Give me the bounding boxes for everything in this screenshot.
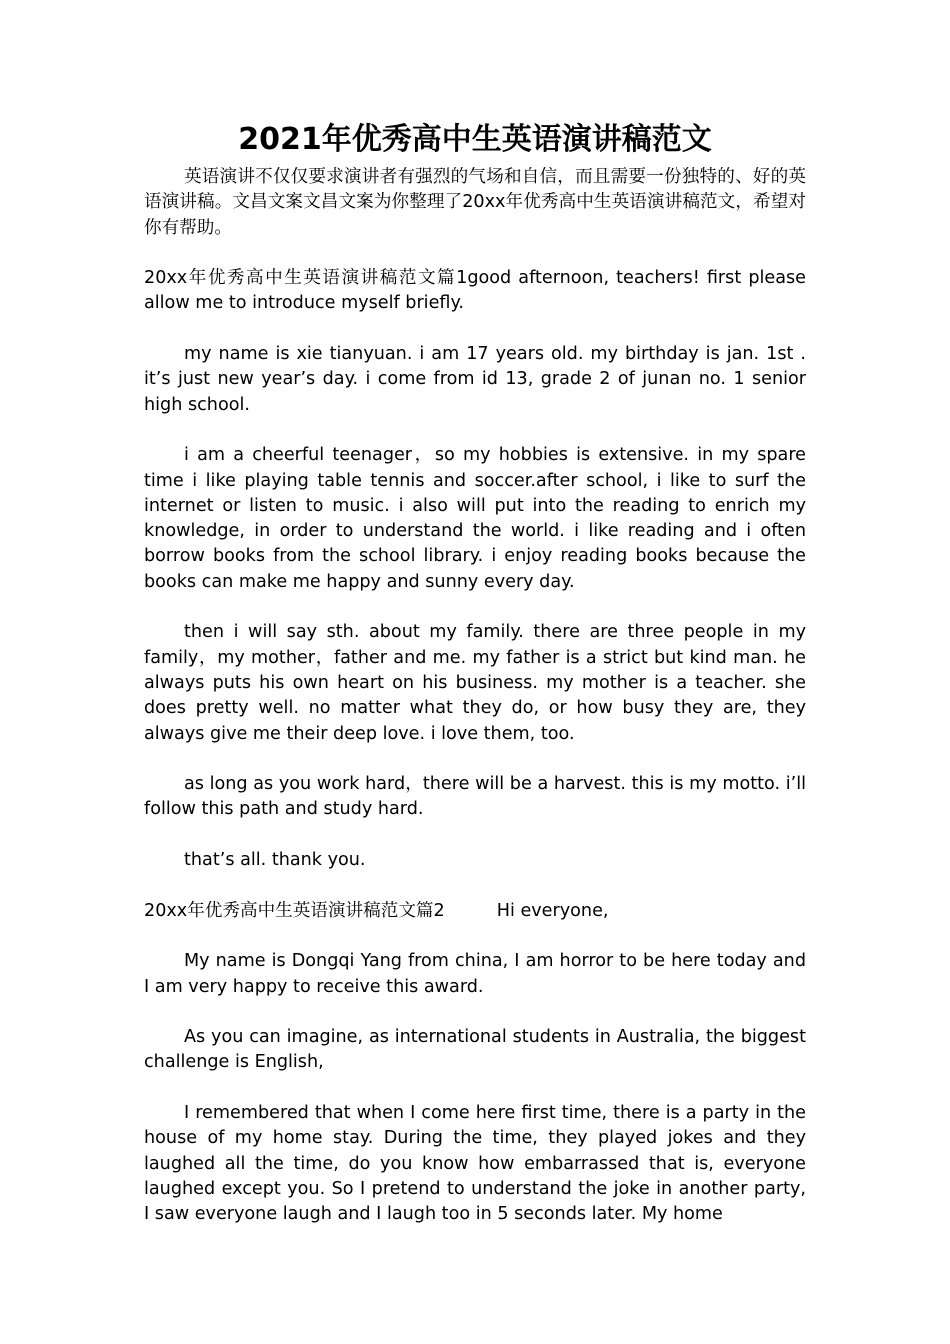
section-2-heading-line — [144, 899, 806, 924]
paragraph-gap — [144, 241, 806, 266]
section-2-paragraph: My name is Dongqi Yang from china, I am horror to be here today and I am very happy to receive this award. — [144, 951, 806, 997]
document-title: 2021年优秀高中生英语演讲稿范文 — [238, 122, 712, 157]
section-1-paragraph: i am a cheerful teenager，so my hobbies is extensive. in my spare time i like playing table tennis and soccer.after school, i like to surf the internet or listen to music. i also will put into the reading to enrich my knowledge, in order to understand the world. i like reading and i often borrow books from the school library. i enjoy reading books because the books can make me happy and sunny every day. — [144, 445, 806, 592]
intro-paragraph: 英语演讲不仅仅要求演讲者有强烈的气场和自信，而且需要一份独特的、好的英语演讲稿。文昌文案文昌文案为你整理了20xx年优秀高中生英语演讲稿范文，希望对你有帮助。 — [144, 167, 806, 238]
document-page — [144, 118, 806, 1227]
section-2-paragraph: As you can imagine, as international students in Australia, the biggest challenge is English, — [144, 1027, 806, 1073]
section-1-paragraph: as long as you work hard，there will be a harvest. this is my motto. i’ll follow this path and study hard. — [144, 774, 806, 820]
section-2-greeting: Hi everyone, — [496, 900, 609, 921]
section-2-paragraph: I remembered that when I come here first time, there is a party in the house of my home stay. During the time, they played jokes and they laughed all the time, do you know how embarrassed that is, everyone laughed except you. So I pretend to understand the joke in another party, I saw everyone laugh and I laugh too in 5 seconds later. My home — [144, 1102, 806, 1225]
section-1-paragraph: that’s all. thank you. — [184, 850, 366, 871]
section-1-paragraph: then i will say sth. about my family. there are three people in my family，my mother，father and me. my father is a strict but kind man. he always puts his own heart on his business. my mother is a teacher. she does pretty well. no matter what they do, or how busy they are, they always give me their deep love. i love them, too. — [144, 622, 806, 744]
section-1-heading: 20xx年优秀高中生英语演讲稿范文篇1 — [144, 268, 468, 289]
section-1-greeting: good afternoon, teachers! first please allow me to introduce myself briefly. — [144, 268, 806, 314]
section-1-paragraph: my name is xie tianyuan. i am 17 years old. my birthday is jan. 1st . it’s just new year’s day. i come from id 13, grade 2 of junan no. 1 senior high school. — [144, 344, 806, 415]
section-2-heading: 20xx年优秀高中生英语演讲稿范文篇2 — [144, 900, 445, 921]
section-1-heading-line — [144, 266, 806, 317]
